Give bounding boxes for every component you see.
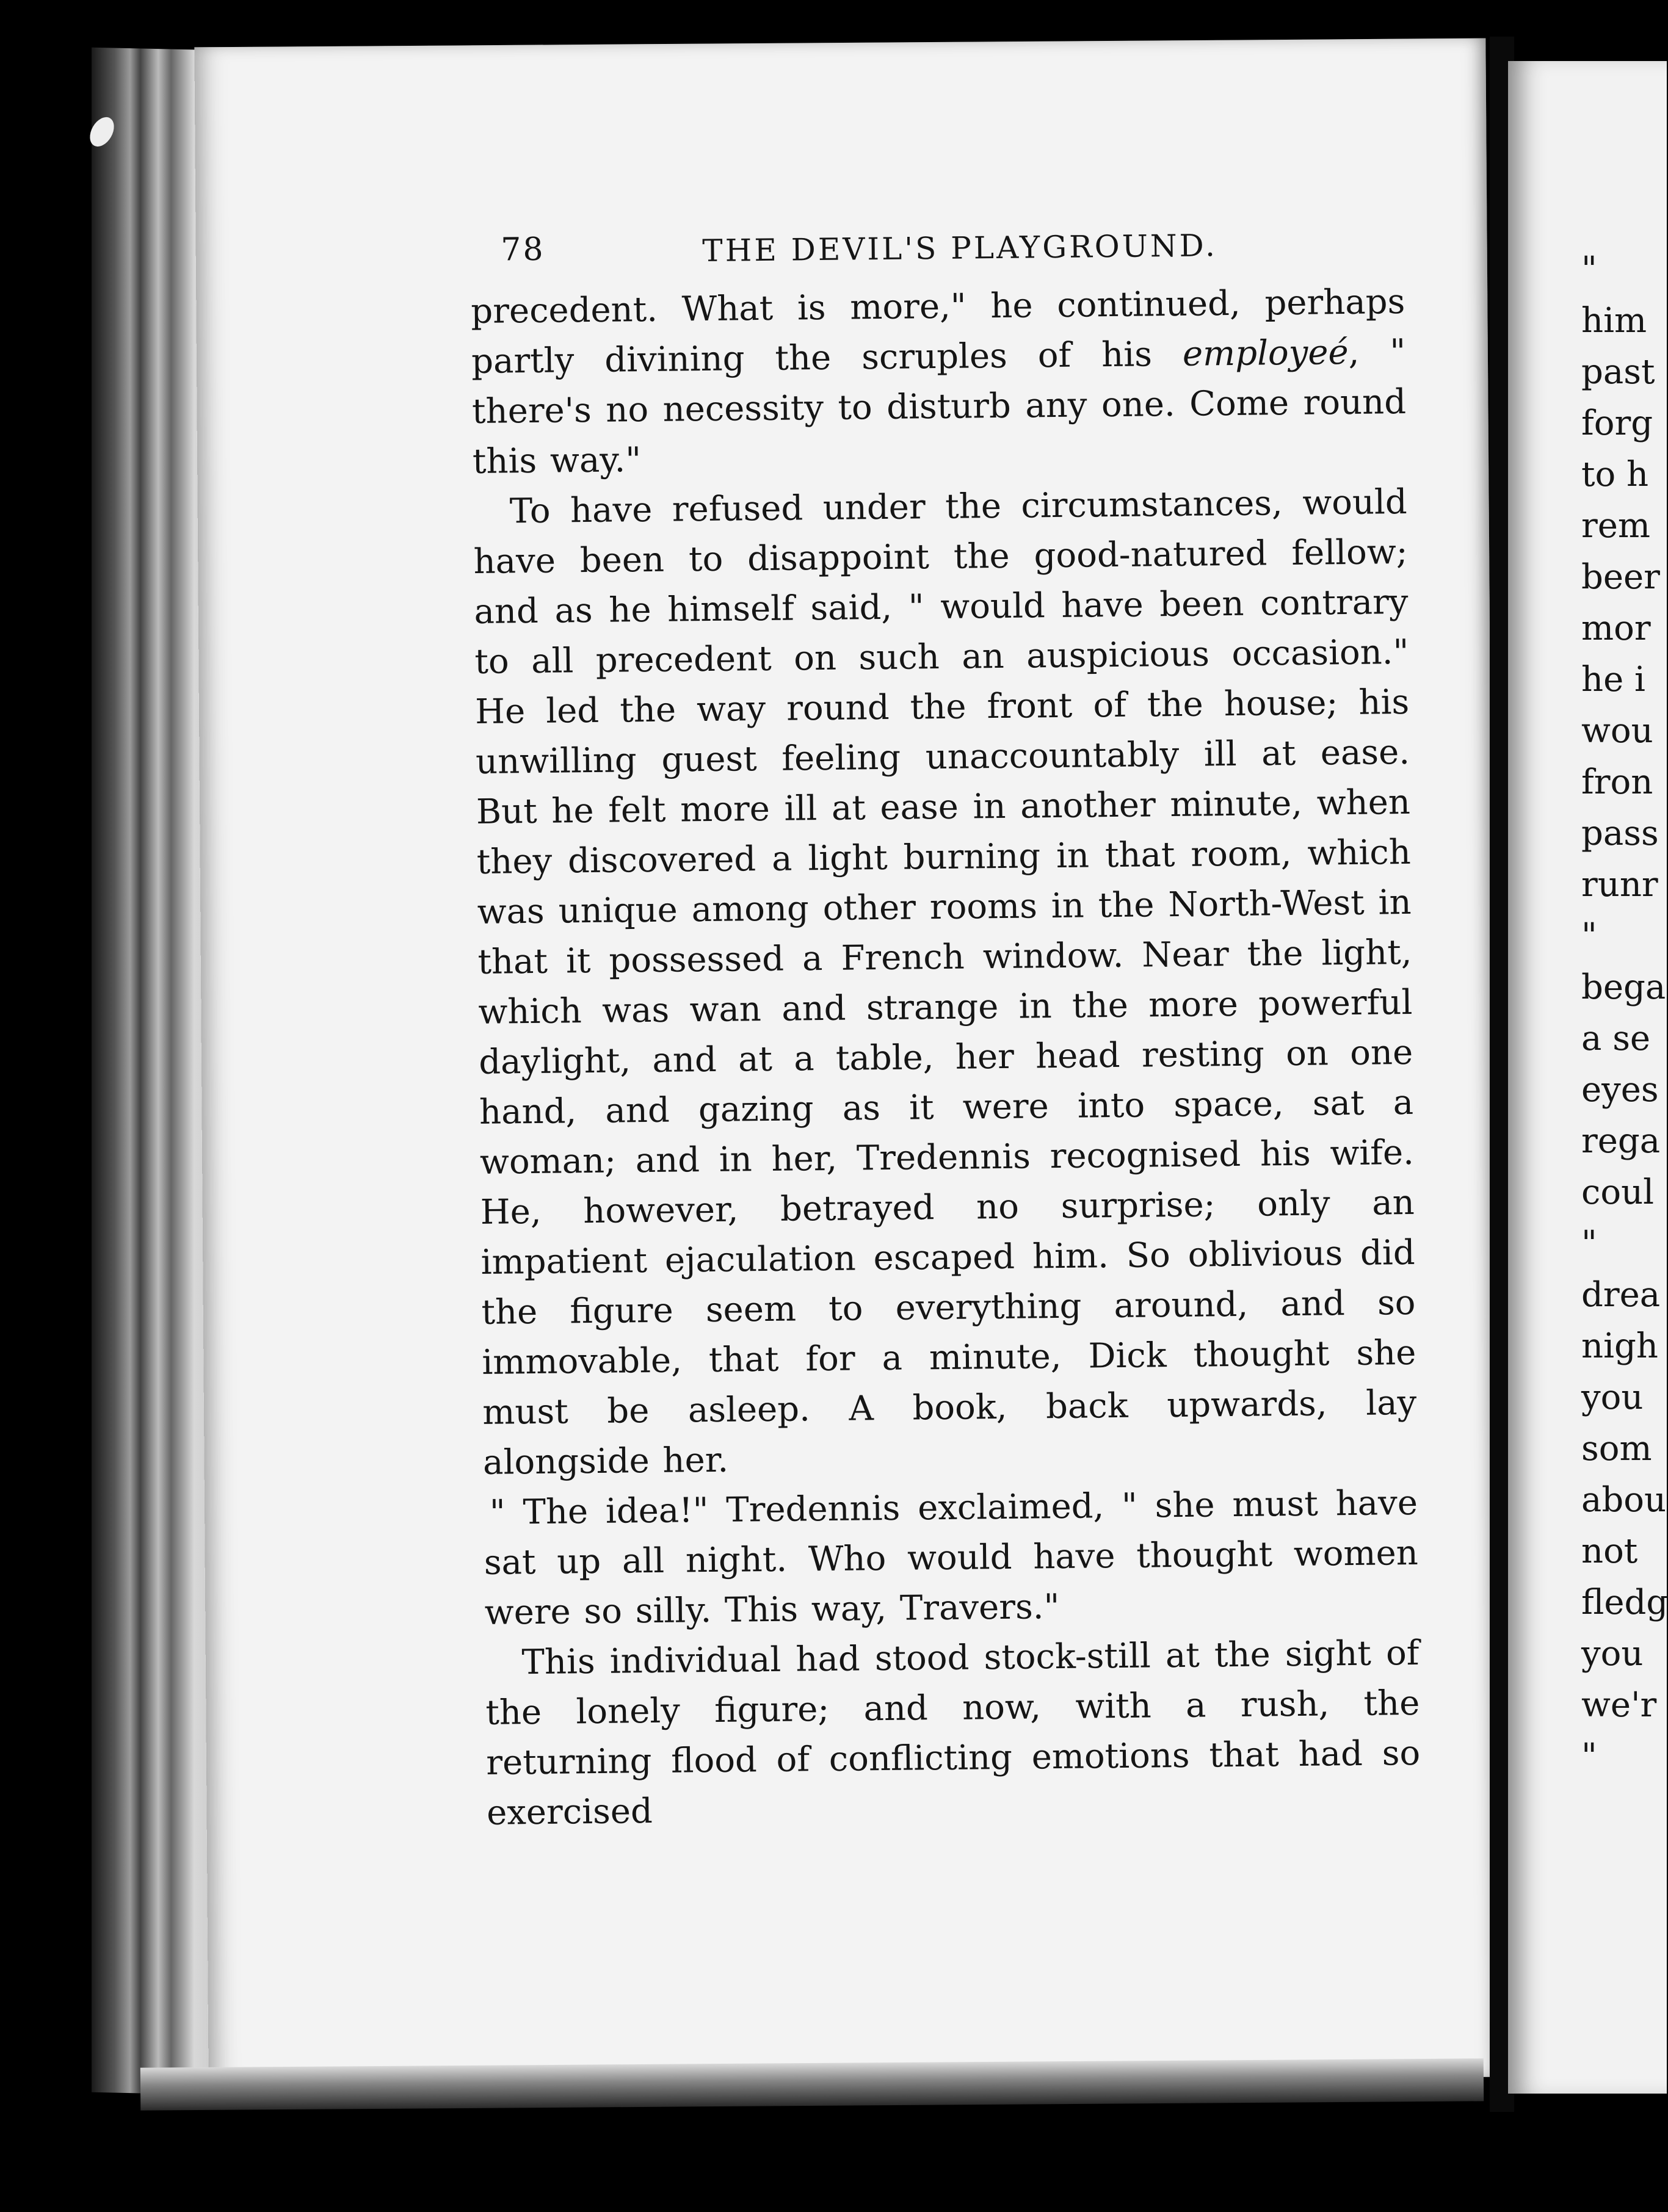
right-page-line: to h — [1581, 455, 1649, 494]
right-page-line: som — [1581, 1429, 1652, 1469]
right-page-line: forg — [1581, 403, 1653, 443]
right-page-line: fledg — [1581, 1583, 1668, 1622]
paragraph-2: To have refused under the circumstances, would have been to disappoint the good-natured fellow; and as he himself said, " would have been contrary to all precedent on such an auspicious occasion." He led the way round the front of the house; his unwilling guest feeling unaccountably ill at ease. But he felt more ill at ease in another minute, when they discovered a light burning in that room, which was unique among other rooms in the North-West in that it possessed a French window. Near the light, which was wan and strange in the more powerful daylight, and at a table, her head resting on one hand, and gazing as it were into space, sat a woman; and in her, Tredennis recognised his wife. He, however, betrayed no surprise; only an impatient ejaculation escaped him. So oblivious did the figure seem to everything around, and so immovable, that for a minute, Dick thought she must be asleep. A book, back upwards, lay alongside her. — [473, 482, 1417, 1483]
right-page-line: bega — [1581, 967, 1666, 1007]
page-number: 78 — [500, 231, 545, 269]
right-page-line: " — [1581, 250, 1597, 289]
right-page-line: fron — [1581, 762, 1653, 802]
page-bottom-edge — [140, 2058, 1484, 2110]
paragraph-1-end: , " there's no necessity to disturb any one. Come round this way." — [471, 331, 1407, 482]
right-page-line: rega — [1581, 1121, 1661, 1161]
right-page-line: " — [1581, 916, 1597, 956]
right-page-line: abou — [1581, 1480, 1667, 1520]
right-page-line: you — [1581, 1634, 1644, 1674]
right-page-line: past — [1581, 352, 1655, 392]
right-page-line: eyes — [1581, 1070, 1659, 1110]
right-page-line: coul — [1581, 1173, 1655, 1212]
right-page-line: " — [1581, 1224, 1597, 1263]
paragraph-1 — [471, 277, 1407, 487]
right-page-line: he i — [1581, 660, 1645, 699]
right-page-line: pass — [1581, 814, 1659, 853]
right-page-line: " — [1581, 1737, 1597, 1776]
right-page-text-fragments — [1581, 244, 1668, 1782]
right-page-line: beer — [1581, 557, 1660, 597]
running-head — [470, 222, 1405, 287]
right-page-line: runr — [1581, 865, 1658, 905]
right-page-line: you — [1581, 1378, 1644, 1417]
right-page-line: rem — [1581, 506, 1651, 546]
running-title: THE DEVIL'S PLAYGROUND. — [702, 228, 1218, 269]
right-page-line: we'r — [1581, 1685, 1657, 1725]
right-page-line: not — [1581, 1531, 1638, 1571]
right-page-line: him — [1581, 301, 1647, 341]
paragraph-3: " The idea!" Tredennis exclaimed, " she must have sat up all night. Who would have thought women were so silly. This way, Travers." — [484, 1483, 1419, 1633]
right-page-line: nigh — [1581, 1326, 1658, 1366]
right-page-line: drea — [1581, 1275, 1661, 1315]
paragraph-4: This individual had stood stock-still at the sight of the lonely figure; and now, with a rush, the returning flood of conflicting emotions that had so exercised — [485, 1633, 1421, 1833]
paragraph-1-start: precedent. What is more," he continued, perhaps partly divining the scruples of his — [471, 281, 1405, 381]
right-page-line: a se — [1581, 1019, 1651, 1058]
right-page-line: mor — [1581, 609, 1651, 648]
left-page-text — [470, 222, 1421, 1838]
italic-word: employeé — [1182, 332, 1349, 374]
right-page-line: wou — [1581, 711, 1653, 751]
